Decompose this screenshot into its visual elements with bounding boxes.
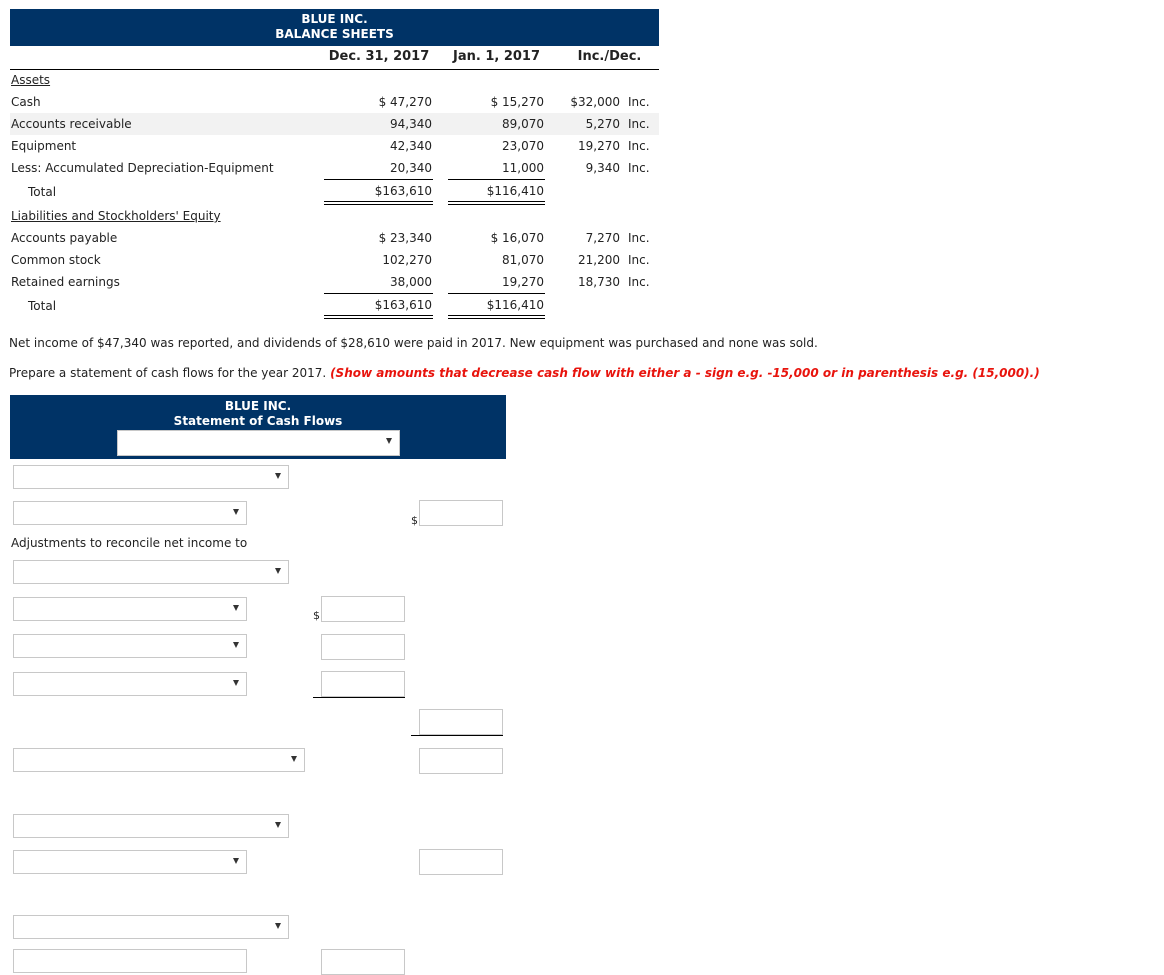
row-label-common-stock: Common stock [11,253,101,267]
equip-jan: 23,070 [502,139,544,153]
adjustments-label: Adjustments to reconcile net income to [11,536,248,550]
equip-dec: 42,340 [390,139,432,153]
accdep-chg: 9,340 [585,161,620,175]
section-heading-select[interactable] [13,915,289,939]
equip-dir: Inc. [628,139,650,153]
ar-dir: Inc. [628,117,650,131]
adjustment-amount-input[interactable] [321,634,405,660]
total-assets-dec: $163,610 [374,184,432,198]
chevron-down-icon [275,568,281,574]
subtotal-line [448,293,545,294]
ap-chg: 7,270 [585,231,620,245]
chevron-down-icon [233,642,239,648]
line-item-select[interactable] [13,850,247,874]
total-double-line [448,315,545,319]
ap-dec: $ 23,340 [378,231,432,245]
instruction-line [9,366,1040,380]
problem-info-text: Net income of $47,340 was reported, and dividends of $28,610 were paid in 2017. New equipment was purchased and none was sold. [9,336,818,350]
adjustment-item-select[interactable] [13,597,247,621]
header-underline [10,69,659,70]
cash-jan: $ 15,270 [490,95,544,109]
row-label-acc-dep: Less: Accumulated Depreciation-Equipment [11,161,274,175]
cs-dir: Inc. [628,253,650,267]
chevron-down-icon [275,923,281,929]
total-liab-jan: $116,410 [486,298,544,312]
chevron-down-icon [233,858,239,864]
section-heading-select[interactable] [13,465,289,489]
row-label-ap: Accounts payable [11,231,118,245]
row-label-equipment: Equipment [11,139,77,153]
bs-company: BLUE INC. [301,12,368,26]
ar-jan: 89,070 [502,117,544,131]
row-label-total-assets: Total [28,185,57,199]
investing-amount-input[interactable] [419,849,503,875]
adjustment-heading-select[interactable] [13,560,289,584]
total-liab-dec: $163,610 [374,298,432,312]
chevron-down-icon [275,473,281,479]
subtotal-line [324,179,433,180]
instruction-hint: (Show amounts that decrease cash flow with either a - sign e.g. -15,000 or in parenthesis e.g. (15,000).) [330,366,1040,380]
dollar-sign: $ [411,514,418,527]
amount-input[interactable] [321,949,405,975]
col-dec-2017: Dec. 31, 2017 [328,49,430,64]
re-jan: 19,270 [502,275,544,289]
subtotal-line [313,697,405,698]
subtotal-line [448,179,545,180]
ap-dir: Inc. [628,231,650,245]
ap-jan: $ 16,070 [490,231,544,245]
re-chg: 18,730 [578,275,620,289]
row-label-retained-earnings: Retained earnings [11,275,120,289]
subtotal-line [324,293,433,294]
ar-dec: 94,340 [390,117,432,131]
instruction-text: Prepare a statement of cash flows for the year 2017. [9,366,327,380]
chevron-down-icon [233,605,239,611]
adjustment-amount-input[interactable] [321,671,405,697]
net-cash-amount-input[interactable] [419,748,503,774]
line-item-select[interactable] [13,949,247,973]
section-heading-select[interactable] [13,814,289,838]
col-jan-2017: Jan. 1, 2017 [452,49,541,64]
cash-dec: $ 47,270 [378,95,432,109]
chevron-down-icon [233,509,239,515]
cash-dir: Inc. [628,95,650,109]
net-income-amount-input[interactable] [419,500,503,526]
row-label-total-liab: Total [28,299,57,313]
assets-heading: Assets [11,73,51,87]
total-adjustments-input[interactable] [419,709,503,735]
cash-chg: $32,000 [570,95,620,109]
bs-title: BALANCE SHEETS [275,27,394,41]
scf-title: Statement of Cash Flows [173,414,343,428]
total-double-line [324,201,433,205]
line-item-select[interactable] [13,501,247,525]
scf-company: BLUE INC. [224,399,292,413]
net-cash-label-select[interactable] [13,748,305,772]
chevron-down-icon [233,680,239,686]
subtotal-line [411,735,503,736]
period-select[interactable] [117,430,400,456]
liabilities-heading: Liabilities and Stockholders' Equity [11,209,221,223]
chevron-down-icon [275,822,281,828]
cs-chg: 21,200 [578,253,620,267]
dollar-sign: $ [313,609,320,622]
accdep-dir: Inc. [628,161,650,175]
cs-jan: 81,070 [502,253,544,267]
chevron-down-icon [386,438,392,444]
re-dec: 38,000 [390,275,432,289]
ar-chg: 5,270 [585,117,620,131]
balance-sheet-header [10,9,659,46]
cs-dec: 102,270 [382,253,432,267]
accdep-jan: 11,000 [502,161,544,175]
adjustment-item-select[interactable] [13,634,247,658]
total-double-line [448,201,545,205]
accdep-dec: 20,340 [390,161,432,175]
adjustment-item-select[interactable] [13,672,247,696]
re-dir: Inc. [628,275,650,289]
total-assets-jan: $116,410 [486,184,544,198]
row-label-cash: Cash [11,95,41,109]
chevron-down-icon [291,756,297,762]
row-label-ar: Accounts receivable [11,117,132,131]
col-inc-dec: Inc./Dec. [577,49,642,64]
total-double-line [324,315,433,319]
equip-chg: 19,270 [578,139,620,153]
adjustment-amount-input[interactable] [321,596,405,622]
